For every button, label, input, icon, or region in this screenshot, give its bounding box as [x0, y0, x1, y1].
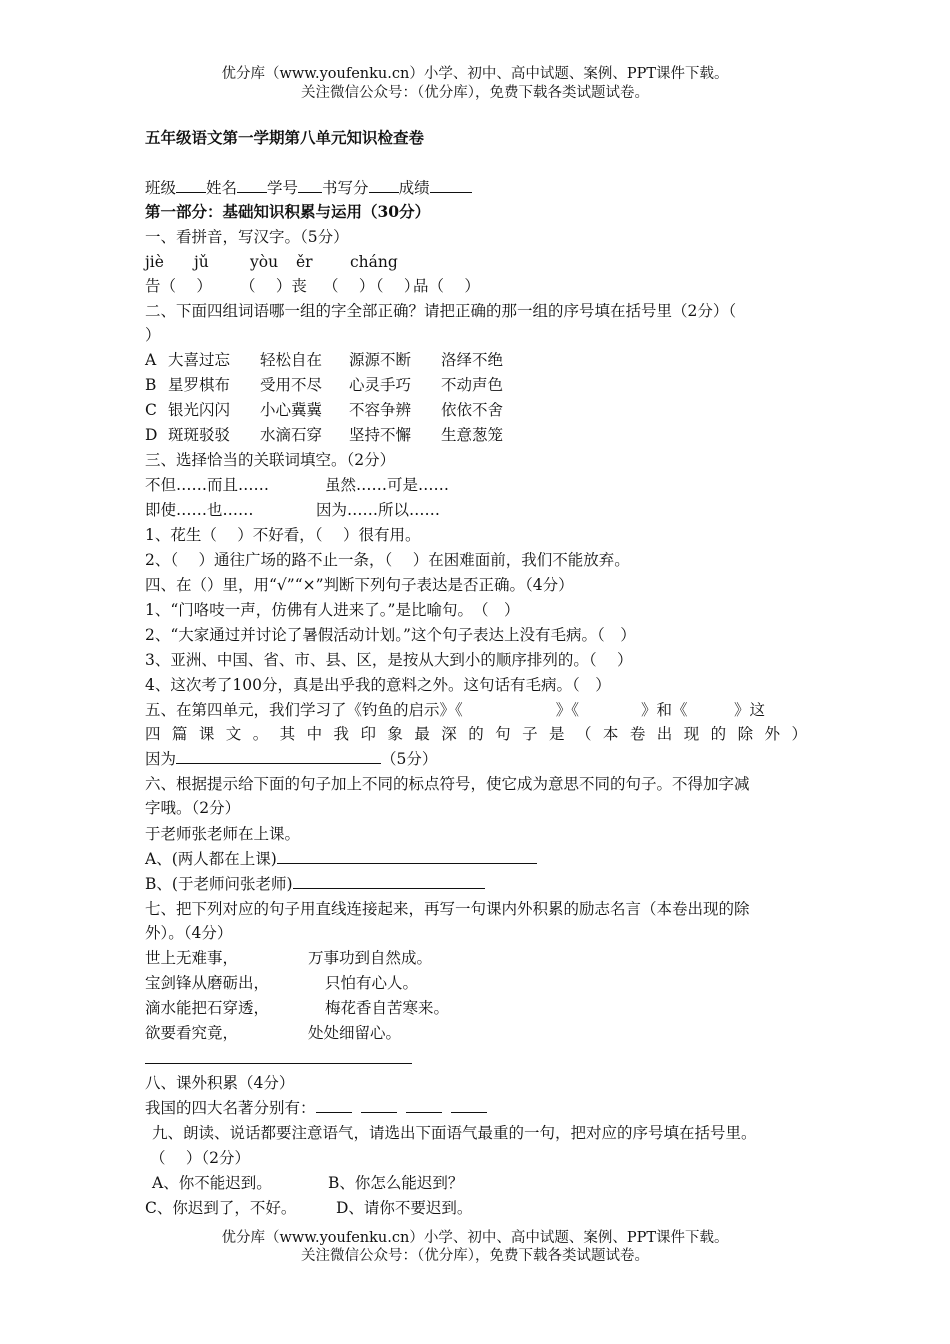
q2-option-letter: D: [145, 426, 158, 444]
q2-word: 生意葱笼: [441, 426, 504, 444]
q9-answer-paren[interactable]: （ ）（2分）: [150, 1149, 251, 1167]
q1-item-5[interactable]: 品（ ）: [413, 277, 480, 295]
q7-right-4[interactable]: 处处细留心。: [308, 1024, 402, 1042]
q2-word: 源源不断: [349, 351, 412, 369]
q2-word: 洛绎不绝: [441, 351, 504, 369]
q6-option-a-label: A、(两人都在上课): [145, 850, 277, 868]
q6-title: 六、根据提示给下面的句子加上不同的标点符号，使它成为意思不同的句子。不得加字减: [145, 775, 750, 793]
q6-option-a-blank[interactable]: [277, 849, 537, 864]
pinyin-3: yòu: [250, 253, 279, 271]
q7-title-cont: 外）。（4分）: [145, 924, 233, 942]
q1-item-4[interactable]: （ ）: [368, 277, 420, 295]
header-line-1: 优分库（www.youfenku.cn）小学、初中、高中试题、案例、PPT课件下载。: [221, 66, 729, 82]
q3-sentence-1[interactable]: 1、花生（ ）不好看，（ ）很有用。: [145, 526, 421, 544]
q2-word: 不动声色: [441, 376, 504, 394]
q3-option-3: 即使……也……: [145, 501, 254, 519]
writing-blank[interactable]: [369, 178, 399, 193]
q8-blank-3[interactable]: [406, 1098, 442, 1113]
q3-title: 三、选择恰当的关联词填空。（2分）: [145, 451, 396, 469]
q2-option-letter: B: [145, 376, 157, 394]
q2-word: 受用不尽: [260, 376, 323, 394]
q2-word: 银光闪闪: [168, 401, 231, 419]
q1-item-3[interactable]: （ ）: [323, 277, 375, 295]
q2-word: 坚持不懈: [349, 426, 412, 444]
name-label: 姓名: [206, 179, 238, 197]
q8-blank-4[interactable]: [451, 1098, 487, 1113]
q9-option-a: A、你不能迟到。: [152, 1174, 272, 1192]
q7-left-2[interactable]: 宝剑锋从磨砺出，: [145, 974, 270, 992]
q7-left-4[interactable]: 欲要看究竟，: [145, 1024, 239, 1042]
score-label: 成绩: [398, 179, 430, 197]
q2-option-letter: A: [145, 351, 157, 369]
footer-line-2: 关注微信公众号：（优分库），免费下载各类试题试卷。: [301, 1248, 649, 1264]
name-blank[interactable]: [237, 178, 267, 193]
page-title: 五年级语文第一学期第八单元知识检查卷: [145, 128, 425, 147]
q3-sentence-2[interactable]: 2、（ ）通往广场的路不止一条，（ ）在困难面前，我们不能放弃。: [145, 551, 630, 569]
q6-option-b: [145, 874, 485, 894]
q9-title: 九、朗读、说话都要注意语气，请选出下面语气最重的一句，把对应的序号填在括号里。: [152, 1124, 757, 1142]
q8-line: [145, 1098, 487, 1118]
q2-word: 不容争辨: [349, 401, 412, 419]
class-label: 班级: [145, 179, 177, 197]
pinyin-1: jiè: [145, 253, 164, 271]
q6-option-a: [145, 849, 537, 869]
q6-option-b-label: B、(于老师问张老师): [145, 875, 293, 893]
q2-title-end: ）: [145, 326, 161, 344]
q6-option-b-blank[interactable]: [293, 874, 485, 889]
q8-text: 我国的四大名著分别有：: [145, 1099, 316, 1117]
q2-word: 星罗棋布: [168, 376, 231, 394]
q8-title: 八、课外积累（4分）: [145, 1074, 295, 1092]
q6-sentence: 于老师张老师在上课。: [145, 825, 301, 843]
student-info-row: [145, 178, 472, 198]
q1-title: 一、看拼音，写汉字。（5分）: [145, 228, 349, 246]
q1-item-2[interactable]: （ ）丧: [240, 277, 307, 295]
q9-option-c: C、你迟到了，不好。: [145, 1199, 297, 1217]
q2-title: 二、下面四组词语哪一组的字全部正确？请把正确的那一组的序号填在括号里（2分）（: [145, 302, 737, 320]
q5-line-3: [145, 749, 437, 769]
number-label: 学号: [267, 179, 299, 197]
q4-item-1[interactable]: 1、“门咯吱一声，仿佛有人进来了。”是比喻句。 （ ）: [145, 601, 520, 619]
q5-because: 因为: [145, 750, 177, 768]
q2-option-letter: C: [145, 401, 157, 419]
q2-word: 大喜过忘: [168, 351, 231, 369]
q5-answer-blank[interactable]: [176, 749, 381, 764]
q3-option-4: 因为……所以……: [316, 501, 441, 519]
q7-left-1[interactable]: 世上无难事，: [145, 949, 239, 967]
q2-word: 水滴石穿: [260, 426, 323, 444]
score-blank[interactable]: [430, 178, 472, 193]
q1-item-1[interactable]: 告（ ）: [145, 277, 212, 295]
q8-blank-2[interactable]: [361, 1098, 397, 1113]
q8-blank-1[interactable]: [316, 1098, 352, 1113]
class-blank[interactable]: [176, 178, 206, 193]
header-line-2: 关注微信公众号：（优分库），免费下载各类试题试卷。: [301, 85, 649, 101]
q2-word: 轻松自在: [260, 351, 323, 369]
q7-left-3[interactable]: 滴水能把石穿透，: [145, 999, 270, 1017]
q3-option-1: 不但……而且……: [145, 476, 270, 494]
q7-right-1[interactable]: 万事功到自然成。: [308, 949, 433, 967]
q4-title: 四、在（）里，用“√”“×”判断下列句子表达是否正确。（4分）: [145, 576, 574, 594]
q3-option-2: 虽然……可是……: [325, 476, 450, 494]
q2-word: 斑斑驳驳: [168, 426, 231, 444]
footer-line-1: 优分库（www.youfenku.cn）小学、初中、高中试题、案例、PPT课件下载。: [221, 1230, 729, 1246]
q5-line-2: 四篇课文。其中我印象最深的句子是（本卷出现的除外）: [145, 725, 807, 743]
q4-item-3[interactable]: 3、亚洲、中国、省、市、县、区，是按从大到小的顺序排列的。（ ）: [145, 651, 633, 669]
q2-word: 心灵手巧: [349, 376, 412, 394]
part-one-heading: 第一部分：基础知识积累与运用（30分）: [145, 202, 431, 221]
q5-score: （5分）: [381, 750, 438, 768]
pinyin-2: jǔ: [194, 253, 209, 271]
q9-option-b: B、你怎么能迟到？: [328, 1174, 464, 1192]
writing-label: 书写分: [322, 179, 369, 197]
pinyin-5: cháng: [350, 253, 398, 271]
q5-line-1: 五、在第四单元，我们学习了《钓鱼的启示》《 》《 》和《 》这: [145, 701, 766, 719]
q4-item-2[interactable]: 2、“大家通过并讨论了暑假活动计划。”这个句子表达上没有毛病。（ ）: [145, 626, 636, 644]
q2-word: 依依不舍: [441, 401, 504, 419]
q2-word: 小心冀冀: [260, 401, 323, 419]
q7-title: 七、把下列对应的句子用直线连接起来，再写一句课内外积累的励志名言（本卷出现的除: [145, 900, 750, 918]
q6-title-cont: 字哦。（2分）: [145, 799, 241, 817]
q7-right-3[interactable]: 梅花香自苦寒来。: [325, 999, 450, 1017]
number-blank[interactable]: [298, 178, 322, 193]
q7-motto-blank[interactable]: [145, 1063, 412, 1064]
q9-option-d: D、请你不要迟到。: [336, 1199, 473, 1217]
q4-item-4[interactable]: 4、这次考了100分，真是出乎我的意料之外。这句话有毛病。（ ）: [145, 676, 611, 694]
pinyin-4: ěr: [296, 253, 313, 271]
q7-right-2[interactable]: 只怕有心人。: [325, 974, 419, 992]
